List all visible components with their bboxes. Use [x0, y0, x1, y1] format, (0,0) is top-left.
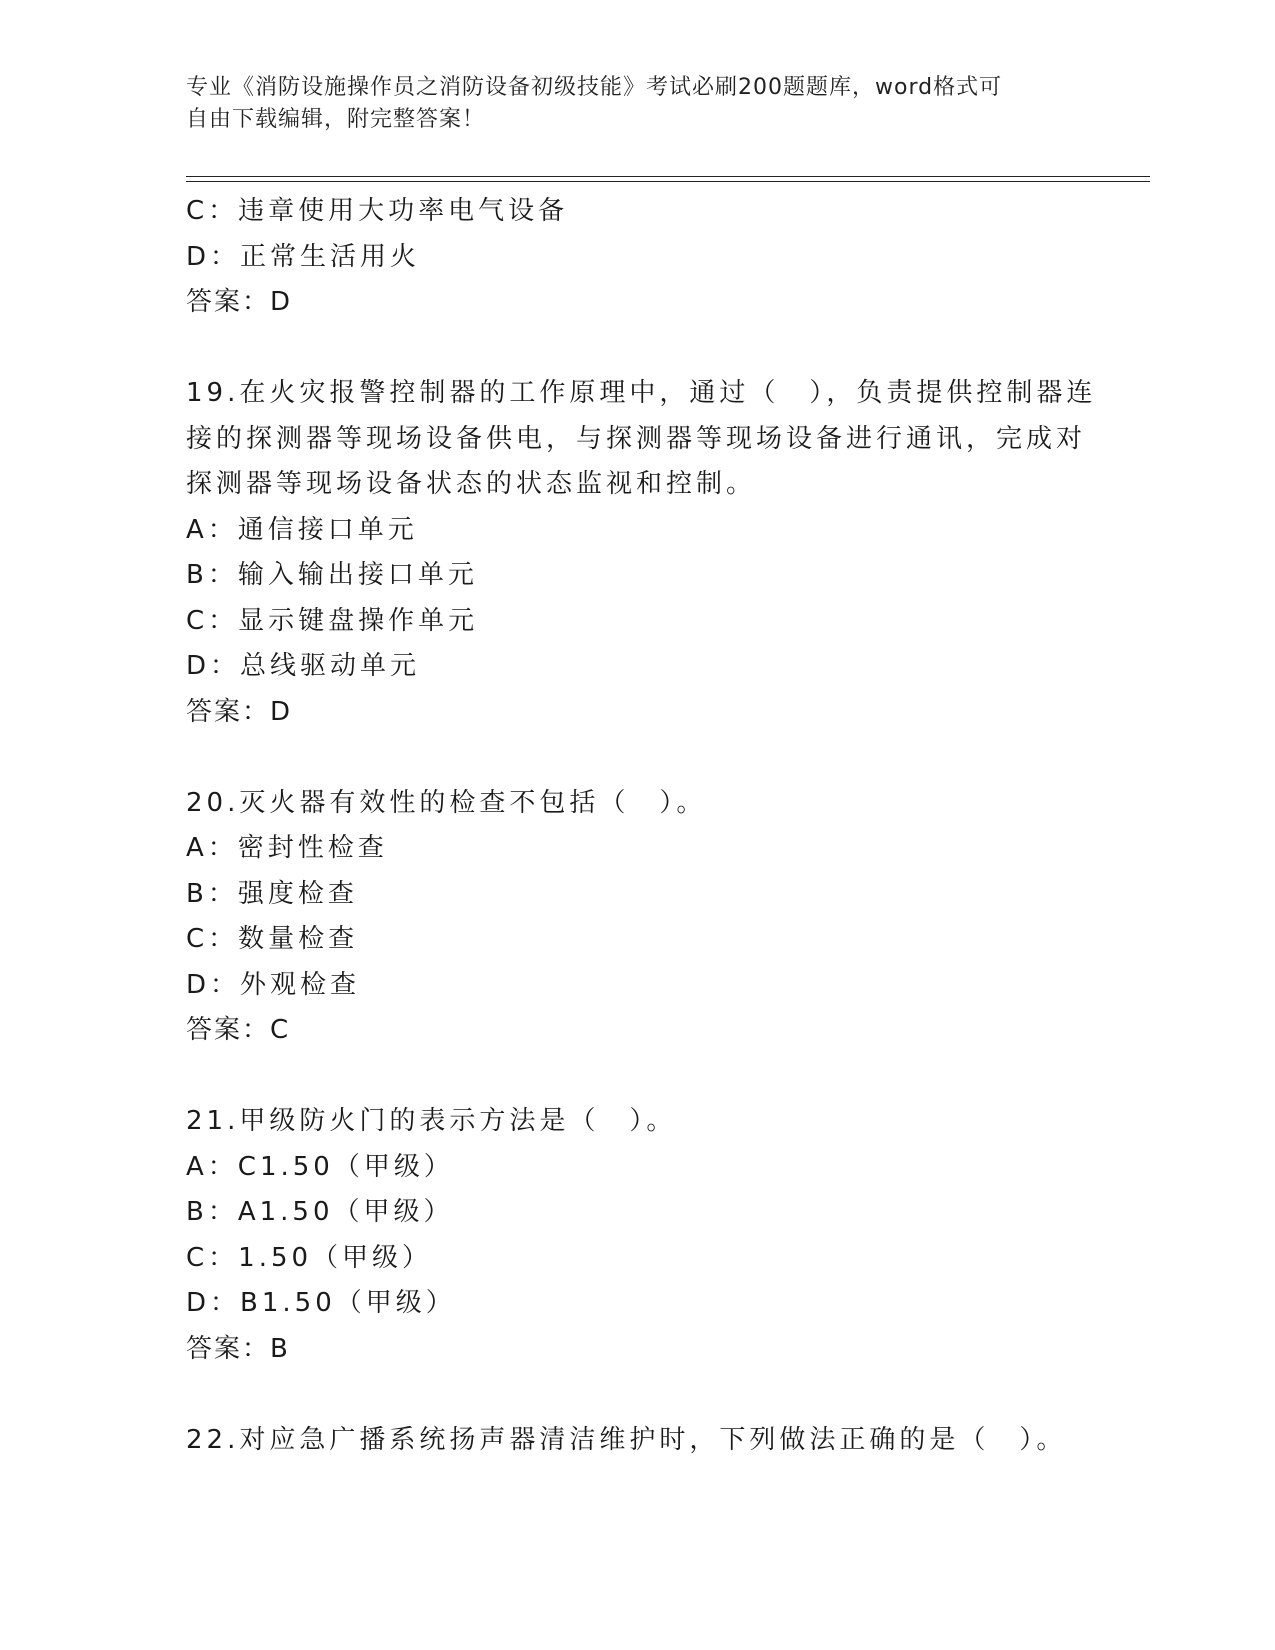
answer-line: 答案：D — [186, 287, 293, 317]
question-19 — [186, 371, 1097, 735]
option-d: D：外观检查 — [186, 969, 361, 1000]
option-d: D：正常生活用火 — [186, 241, 421, 272]
answer-line: 答案：B — [186, 1333, 290, 1364]
question-stem-line-2: 接的探测器等现场设备供电，与探测器等现场设备进行通讯，完成对 — [186, 423, 1087, 454]
answer-line: 答案：D — [186, 696, 293, 727]
question-stem: 22.对应急广播系统扬声器清洁维护时，下列做法正确的是（ ）。 — [186, 1424, 1067, 1455]
header-title-line-1: 专业《消防设施操作员之消防设备初级技能》考试必刷200题题库，word格式可 — [186, 75, 1003, 100]
question-spacer — [186, 1372, 1086, 1418]
question-stem-line-1: 19.在火灾报警控制器的工作原理中，通过（ ），负责提供控制器连 — [186, 378, 1097, 408]
answer-line: 答案：C — [186, 1015, 291, 1045]
option-b: B：强度检查 — [186, 878, 358, 909]
question-20 — [186, 781, 1086, 1054]
option-d: D：B1.50（甲级） — [186, 1288, 456, 1318]
question-stem-line-3: 探测器等现场设备状态的状态监视和控制。 — [186, 469, 757, 499]
question-spacer — [186, 735, 1086, 781]
option-b: B：A1.50（甲级） — [186, 1197, 454, 1227]
option-b: B：输入输出接口单元 — [186, 560, 478, 590]
option-c: C：数量检查 — [186, 924, 359, 954]
option-a: A：C1.50（甲级） — [186, 1151, 454, 1182]
header-divider-top — [186, 176, 1150, 177]
question-stem: 20.灭火器有效性的检查不包括（ ）。 — [186, 787, 707, 818]
option-c: C：违章使用大功率电气设备 — [186, 196, 569, 226]
option-c: C：1.50（甲级） — [186, 1242, 433, 1273]
option-a: A：通信接口单元 — [186, 514, 418, 545]
question-18 — [186, 189, 1086, 326]
question-21 — [186, 1099, 1086, 1372]
question-stem: 21.甲级防火门的表示方法是（ ）。 — [186, 1106, 677, 1136]
question-spacer — [186, 1054, 1086, 1100]
header-title-line-2: 自由下载编辑，附完整答案！ — [186, 107, 486, 132]
question-spacer — [186, 326, 1086, 372]
option-d: D：总线驱动单元 — [186, 651, 421, 681]
question-22 — [186, 1418, 1086, 1464]
option-a: A：密封性检查 — [186, 833, 388, 863]
header-divider-bottom — [186, 181, 1150, 182]
document-header — [186, 72, 1086, 136]
question-list — [186, 189, 1097, 1463]
option-c: C：显示键盘操作单元 — [186, 605, 479, 636]
